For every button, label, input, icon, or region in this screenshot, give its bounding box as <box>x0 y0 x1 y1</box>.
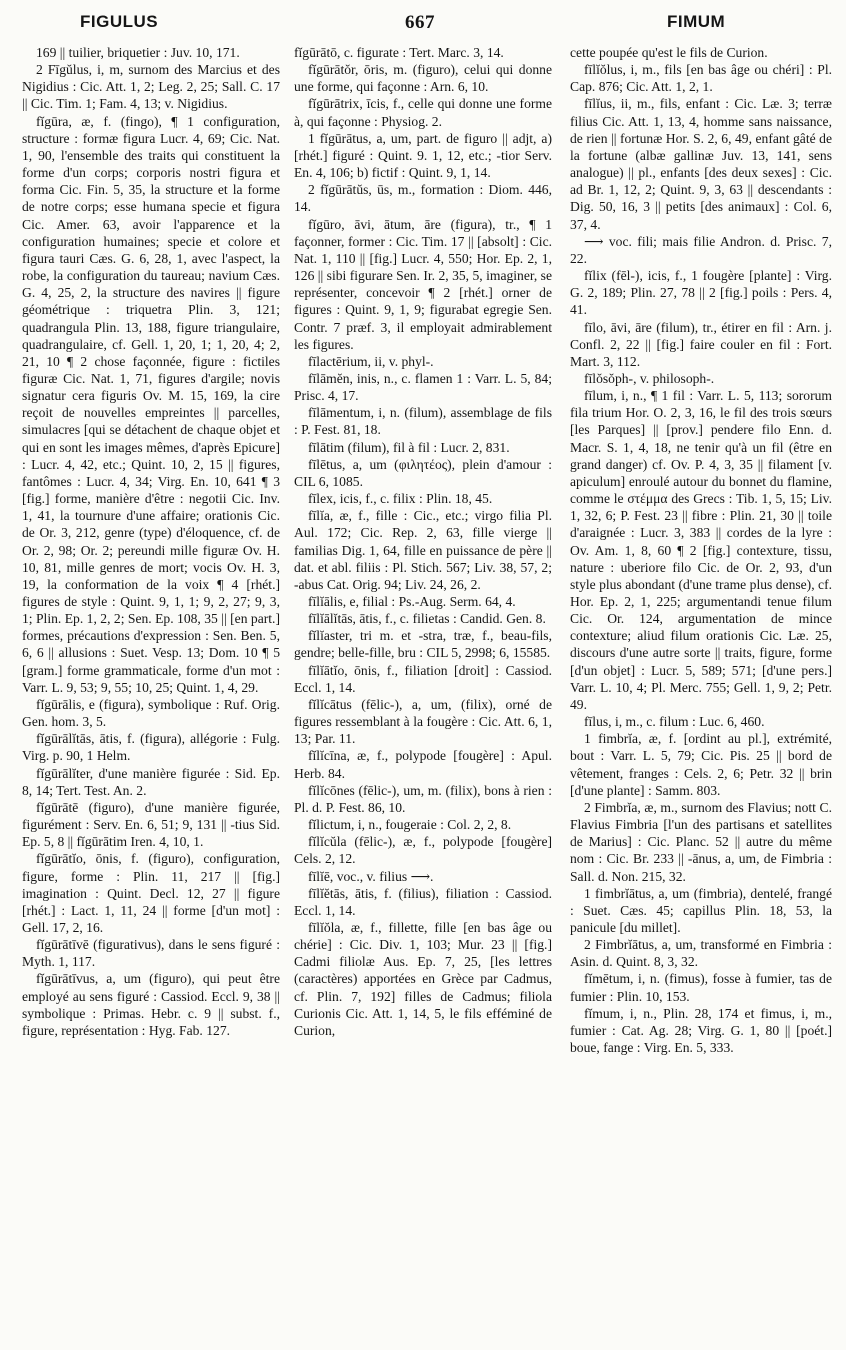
dictionary-entry: fĭgūrātē (figuro), d'une manière figurée, figurément : Serv. En. 6, 51; 9, 131 || -tius Sid. Ep. 5, 8 || fĭgūrātim Iren. 4, 10, 1. <box>22 799 280 850</box>
dictionary-entry: fīlĭātĭo, ōnis, f., filiation [droit] : Cassiod. Eccl. 1, 14. <box>294 662 552 695</box>
dictionary-entry: fīlum, i, n., ¶ 1 fil : Varr. L. 5, 113; sororum fila trium Hor. O. 2, 3, 16, le fil des trois sœurs [les Parques] || [prov.] pendere filo Enn. d. Macr. S. 1, 4, 18, ne tenir qu'à un fil (être en grand danger) cf. Ov. P. 4, 3, 35 || filament [v. apiculum] enroulé autour du bonnet du flamine, comme le στέμμα des Grecs : Tib. 1, 5, 15; Liv. 1, 32, 6; P. Fest. 23 || fibre : Plin. 21, 30 || toile d'araignée : Lucr. 3, 383 || cordes de la lyre : Ov. Am. 1, 8, 60 ¶ 2 [fig.] contexture, tissu, nature : uberiore filo Cic. de Or. 2, 93, d'un style plus abondant (d'une trame plus dense), cf. Hor. Ep. 2, 1, 225; argumentandi tenue filum Cic. Or. 124, argumentation de mince contexture; aliud filum orationis Cic. Læ. 25, discours d'une autre sorte || traits, figure, forme [d'un objet] : Lucr. 5, 589; 571; [d'une pers.] Varr. L. 10, 4; Pl. Merc. 755; Gell. 1, 9, 2; Petr. 49. <box>570 388 832 712</box>
dictionary-entry: fĭgūrātrix, īcis, f., celle qui donne une forme à, qui façonne : Physiog. 2. <box>294 96 552 129</box>
dictionary-entry: 1 fĭgūrātus, a, um, part. de figuro || adjt, a) [rhét.] figuré : Quint. 9. 1, 12, etc.; -tior Serv. En. 4, 106; b) fictif : Quint. 9, 1, 14. <box>294 130 552 181</box>
dictionary-entry: 1 fimbrĭa, æ, f. [ordint au pl.], extrémité, bout : Varr. L. 5, 79; Cic. Pis. 25 || bord de vêtement, franges : Cels. 2, 6; Petr. 32 || brin [d'une plante] : Samm. 803. <box>570 731 832 798</box>
dictionary-entry: 2 fĭgūrātŭs, ūs, m., formation : Diom. 446, 14. <box>294 182 552 215</box>
dictionary-entry: fīlactērium, ii, v. phyl-. <box>308 353 434 369</box>
dictionary-entry: fĭgūrātō, c. figurate : Tert. Marc. 3, 14. <box>294 45 504 60</box>
dictionary-entry: fīlĭē, voc., v. filius ⟶. <box>308 868 434 884</box>
column-3 <box>570 44 832 1344</box>
dictionary-entry: cette poupée qu'est le fils de Curion. <box>570 45 768 60</box>
dictionary-entry: fĭlĭaster, tri m. et -stra, træ, f., beau-fils, gendre; belle-fille, bru : CIL 5, 2998; 6, 15585. <box>294 628 552 661</box>
dictionary-entry: 2 Fimbrĭātus, a, um, transformé en Fimbria : Asin. d. Quint. 8, 3, 32. <box>570 937 832 970</box>
page-number: 667 <box>405 12 435 33</box>
dictionary-entry: fĭgūrātīvē (figurativus), dans le sens figuré : Myth. 1, 117. <box>22 937 280 970</box>
dictionary-entry: fīlĭa, æ, f., fille : Cic., etc.; virgo filia Pl. Aul. 172; Cic. Rep. 2, 63, fille vierge || familias Dig. 1, 64, fille en puissance de père || dat. et abl. filiis : Pl. Stich. 567; Liv. 38, 57, 2; -abus Cat. Orig. 94; Liv. 24, 26, 2. <box>294 508 552 592</box>
dictionary-entry: fĭgūrālĭtās, ātis, f. (figura), allégorie : Fulg. Virg. p. 90, 1 Helm. <box>22 731 280 764</box>
header-first-headword: FIGULUS <box>80 12 159 31</box>
column-2 <box>294 44 552 1344</box>
dictionary-entry: fĭgūrālis, e (figura), symbolique : Ruf. Orig. Gen. hom. 3, 5. <box>22 696 280 730</box>
dictionary-entry: 169 || tuilier, briquetier : Juv. 10, 171. <box>36 45 240 60</box>
dictionary-entry: fĭlĭcōnes (fēlic-), um, m. (filix), bons à rien : Pl. d. P. Fest. 86, 10. <box>294 782 552 815</box>
running-header <box>0 0 846 40</box>
dictionary-entry: fīlĭŏla, æ, f., fillette, fille [en bas âge ou chérie] : Cic. Div. 1, 103; Mur. 23 || [fig.] Cadmi filiolæ Aus. Ep. 7, 25, [les lettres (caractères) apportées en Grèce par Cadmus, cf. Plin. 7, 192] filles de Cadmus; filiola Curionis Cic. Att. 1, 14, 5, le fils efféminé de Curion, <box>294 919 552 1038</box>
dictionary-entry: fīlŏsŏph-, v. philosoph-. <box>584 370 715 386</box>
dictionary-entry: fīlĭālis, e, filial : Ps.-Aug. Serm. 64, 4. <box>308 594 516 609</box>
dictionary-entry: fīlĭĕtās, ātis, f. (filius), filiation : Cassiod. Eccl. 1, 14. <box>294 885 552 918</box>
dictionary-entry: fīlĭālĭtās, ātis, f., c. filietas : Candid. Gen. 8. <box>308 611 546 627</box>
dictionary-entry: fīlāmentum, i, n. (filum), assemblage de fils : P. Fest. 81, 18. <box>294 405 552 438</box>
dictionary-entry: fĭmum, i, n., Plin. 28, 174 et fimus, i, m., fumier : Cat. Ag. 28; Virg. G. 1, 80 || [poét.] boue, fange : Virg. En. 5, 333. <box>570 1005 832 1056</box>
dictionary-entry: fīlētus, a, um (φιλητέος), plein d'amour : CIL 6, 1085. <box>294 456 552 489</box>
dictionary-entry: fīlo, āvi, āre (filum), tr., étirer en fil : Arn. j. Confl. 2, 22 || [fig.] faire couler en fil : Fort. Mart. 3, 112. <box>570 319 832 369</box>
dictionary-entry: 1 fimbrĭātus, a, um (fimbria), dentelé, frangé : Suet. Cæs. 45; capillus Plin. 18, 53, la panicule [du millet]. <box>570 885 832 935</box>
dictionary-entry: fīlĭus, ii, m., fils, enfant : Cic. Læ. 3; terræ filius Cic. Att. 1, 13, 4, homme sans naissance, de rien || fortunæ Hor. S. 2, 6, 49, enfant gâté de la fortune (albæ gallinæ Juv. 13, 141, sens analogue) || pl., enfants [des deux sexes] : Cic. ad Br. 1, 12, 2; Quint. 9, 3, 63 || descendants : Dig. 50, 16, 3 || petits [des animaux] : Col. 6, 37, 4. <box>570 96 832 232</box>
dictionary-entry: fĭgūra, æ, f. (fingo), ¶ 1 configuration, structure : formæ figura Lucr. 4, 69; Cic. Nat. 1, 90, l'ensemble des traits qui constituent la forme d'un corps; corporis nostri figura et forma Cic. Fin. 5, 35, la structure et la forme de notre corps; esse humana specie et figura Cic. Amer. 63, avoir l'apparence et la configuration humaines; specie et colore et figura tauri Cæs. G. 6, 28, 1, avec l'aspect, la robe, la configuration du taureau; navium Cæs. G. 4, 25, 2, la structure des navires || figure géométrique : triquetra Plin. 3, 121; quadrangula Plin. 13, 188, figure triangulaire, quadrangulaire, cf. Gell. 1, 20, 1; 1, 20, 4; 2, 21, 10 ¶ 2 chose façonnée, figure : fictiles figuræ Cic. Nat. 1, 71, figures d'argile; novis signatur cera figuris Ov. M. 15, 169, la cire reçoit de nouvelles empreintes || parcelles, simulacres [qui se détachent de chaque objet et qui en sont les images mêmes, d'après Epicure] : Lucr. 4, 42, etc.; Quint. 10, 2, 15 || figures, fantômes : Lucr. 4, 34; Virg. En. 10, 641 ¶ 3 [fig.] forme, manière d'être : negotii Cic. Inv. 1, 41, la tournure d'une affaire; orationis Cic. de Or. 3, 212, genre (type) d'éloquence, cf. de Or. 2, 98; Or. 2; pereundi mille figuræ Ov. H. 10, 81, mille genres de mort; vocis Ov. H. 3, 19, la conformation de la voix ¶ 4 [rhét.] figures de style : Quint. 9, 1, 1; 9, 2, 27; 9, 3, 1; Plin. Ep. 1, 2, 2; Sen. Ep. 108, 35 || [en part.] formes, précautions d'expression : Sen. Ben. 5, 6, 6 || allusions : Suet. Vesp. 13; Dom. 10 ¶ 5 [gram.] forme grammaticale, forme d'un mot : Varr. L. 9, 53; 9, 55; 10, 25; Quint. 1, 4, 29. <box>22 113 280 695</box>
column-1 <box>22 44 280 1344</box>
dictionary-entry: fĭmētum, i, n. (fimus), fosse à fumier, tas de fumier : Plin. 10, 153. <box>570 971 832 1004</box>
dictionary-entry: fīlātim (filum), fil à fil : Lucr. 2, 831. <box>308 439 510 455</box>
dictionary-entry: fīlus, i, m., c. filum : Luc. 6, 460. <box>584 714 765 730</box>
dictionary-entry: fĭlictum, i, n., fougeraie : Col. 2, 2, 8. <box>308 817 512 833</box>
dictionary-entry: fĭlix (fēl-), icis, f., 1 fougère [plante] : Virg. G. 2, 189; Plin. 27, 78 || 2 [fig.] poils : Pers. 4, 41. <box>570 268 832 318</box>
dictionary-entry: fīlĭŏlus, i, m., fils [en bas âge ou chéri] : Pl. Cap. 876; Cic. Att. 1, 2, 1. <box>570 62 832 95</box>
dictionary-entry: fĭgūro, āvi, ātum, āre (figura), tr., ¶ 1 façonner, former : Cic. Tim. 17 || [absolt] : Cic. Nat. 1, 110 || [fig.] Lucr. 4, 550; Hor. Ep. 2, 1, 126 || sibi figurare Sen. Ir. 2, 35, 5, imaginer, se représenter, concevoir ¶ 2 [rhét.] orner de figures : Quint. 9, 1, 9; figurabat egregie Sen. Contr. 7 præf. 3, il employait admirablement les figures. <box>294 216 552 352</box>
dictionary-entry: fĭgūrātīvus, a, um (figuro), qui peut être employé au sens figuré : Cassiod. Eccl. 9, 38 || symbolique : Primas. Hebr. c. 9 || subst. f., figure, représentation : Hyg. Fab. 127. <box>22 971 280 1038</box>
header-last-headword: FIMUM <box>667 12 726 31</box>
dictionary-entry: fīlex, icis, f., c. filix : Plin. 18, 45. <box>308 491 493 507</box>
dictionary-entry: fĭgūrālĭter, d'une manière figurée : Sid. Ep. 8, 14; Tert. Test. An. 2. <box>22 765 280 798</box>
dictionary-entry: 2 Fimbrĭa, æ, m., surnom des Flavius; nott C. Flavius Fimbria [l'un des partisans et satellites de Marius] : Cic. Planc. 52 || autre du même nom : Cic. Br. 233 || -ānus, a, um, de Fimbria : Sall. d. Non. 215, 32. <box>570 799 832 884</box>
dictionary-entry: fĭgūrātĭo, ōnis, f. (figuro), configuration, figure, forme : Plin. 11, 217 || [fig.] imagination : Quint. Decl. 12, 27 || figure [rhét.] : Lact. 1, 11, 24 || forme [d'un mot] : Gell. 17, 2, 16. <box>22 851 280 935</box>
dictionary-entry: fĭlĭcātus (fēlic-), a, um, (filix), orné de figures ressemblant à la fougère : Cic. Att. 6, 1, 13; Par. 11. <box>294 696 552 747</box>
dictionary-entry: fĭlĭcīna, æ, f., polypode [fougère] : Apul. Herb. 84. <box>294 748 552 781</box>
dictionary-entry: ⟶ voc. fili; mais filie Andron. d. Prisc. 7, 22. <box>570 233 832 266</box>
dictionary-entry: 2 Fīgŭlus, i, m, surnom des Marcius et des Nigidius : Cic. Att. 1, 2; Leg. 2, 25; Sall. C. 17 || Cic. Tim. 1; Fam. 4, 13; v. Nigidius. <box>22 62 280 112</box>
dictionary-entry: fĭgūrātŏr, ōris, m. (figuro), celui qui donne une forme, qui façonne : Arn. 6, 10. <box>294 62 552 95</box>
dictionary-entry: fīlāmĕn, inis, n., c. flamen 1 : Varr. L. 5, 84; Prisc. 4, 17. <box>294 370 552 404</box>
dictionary-entry: fĭlĭcŭla (fēlic-), æ, f., polypode [fougère] Cels. 2, 12. <box>294 834 552 867</box>
